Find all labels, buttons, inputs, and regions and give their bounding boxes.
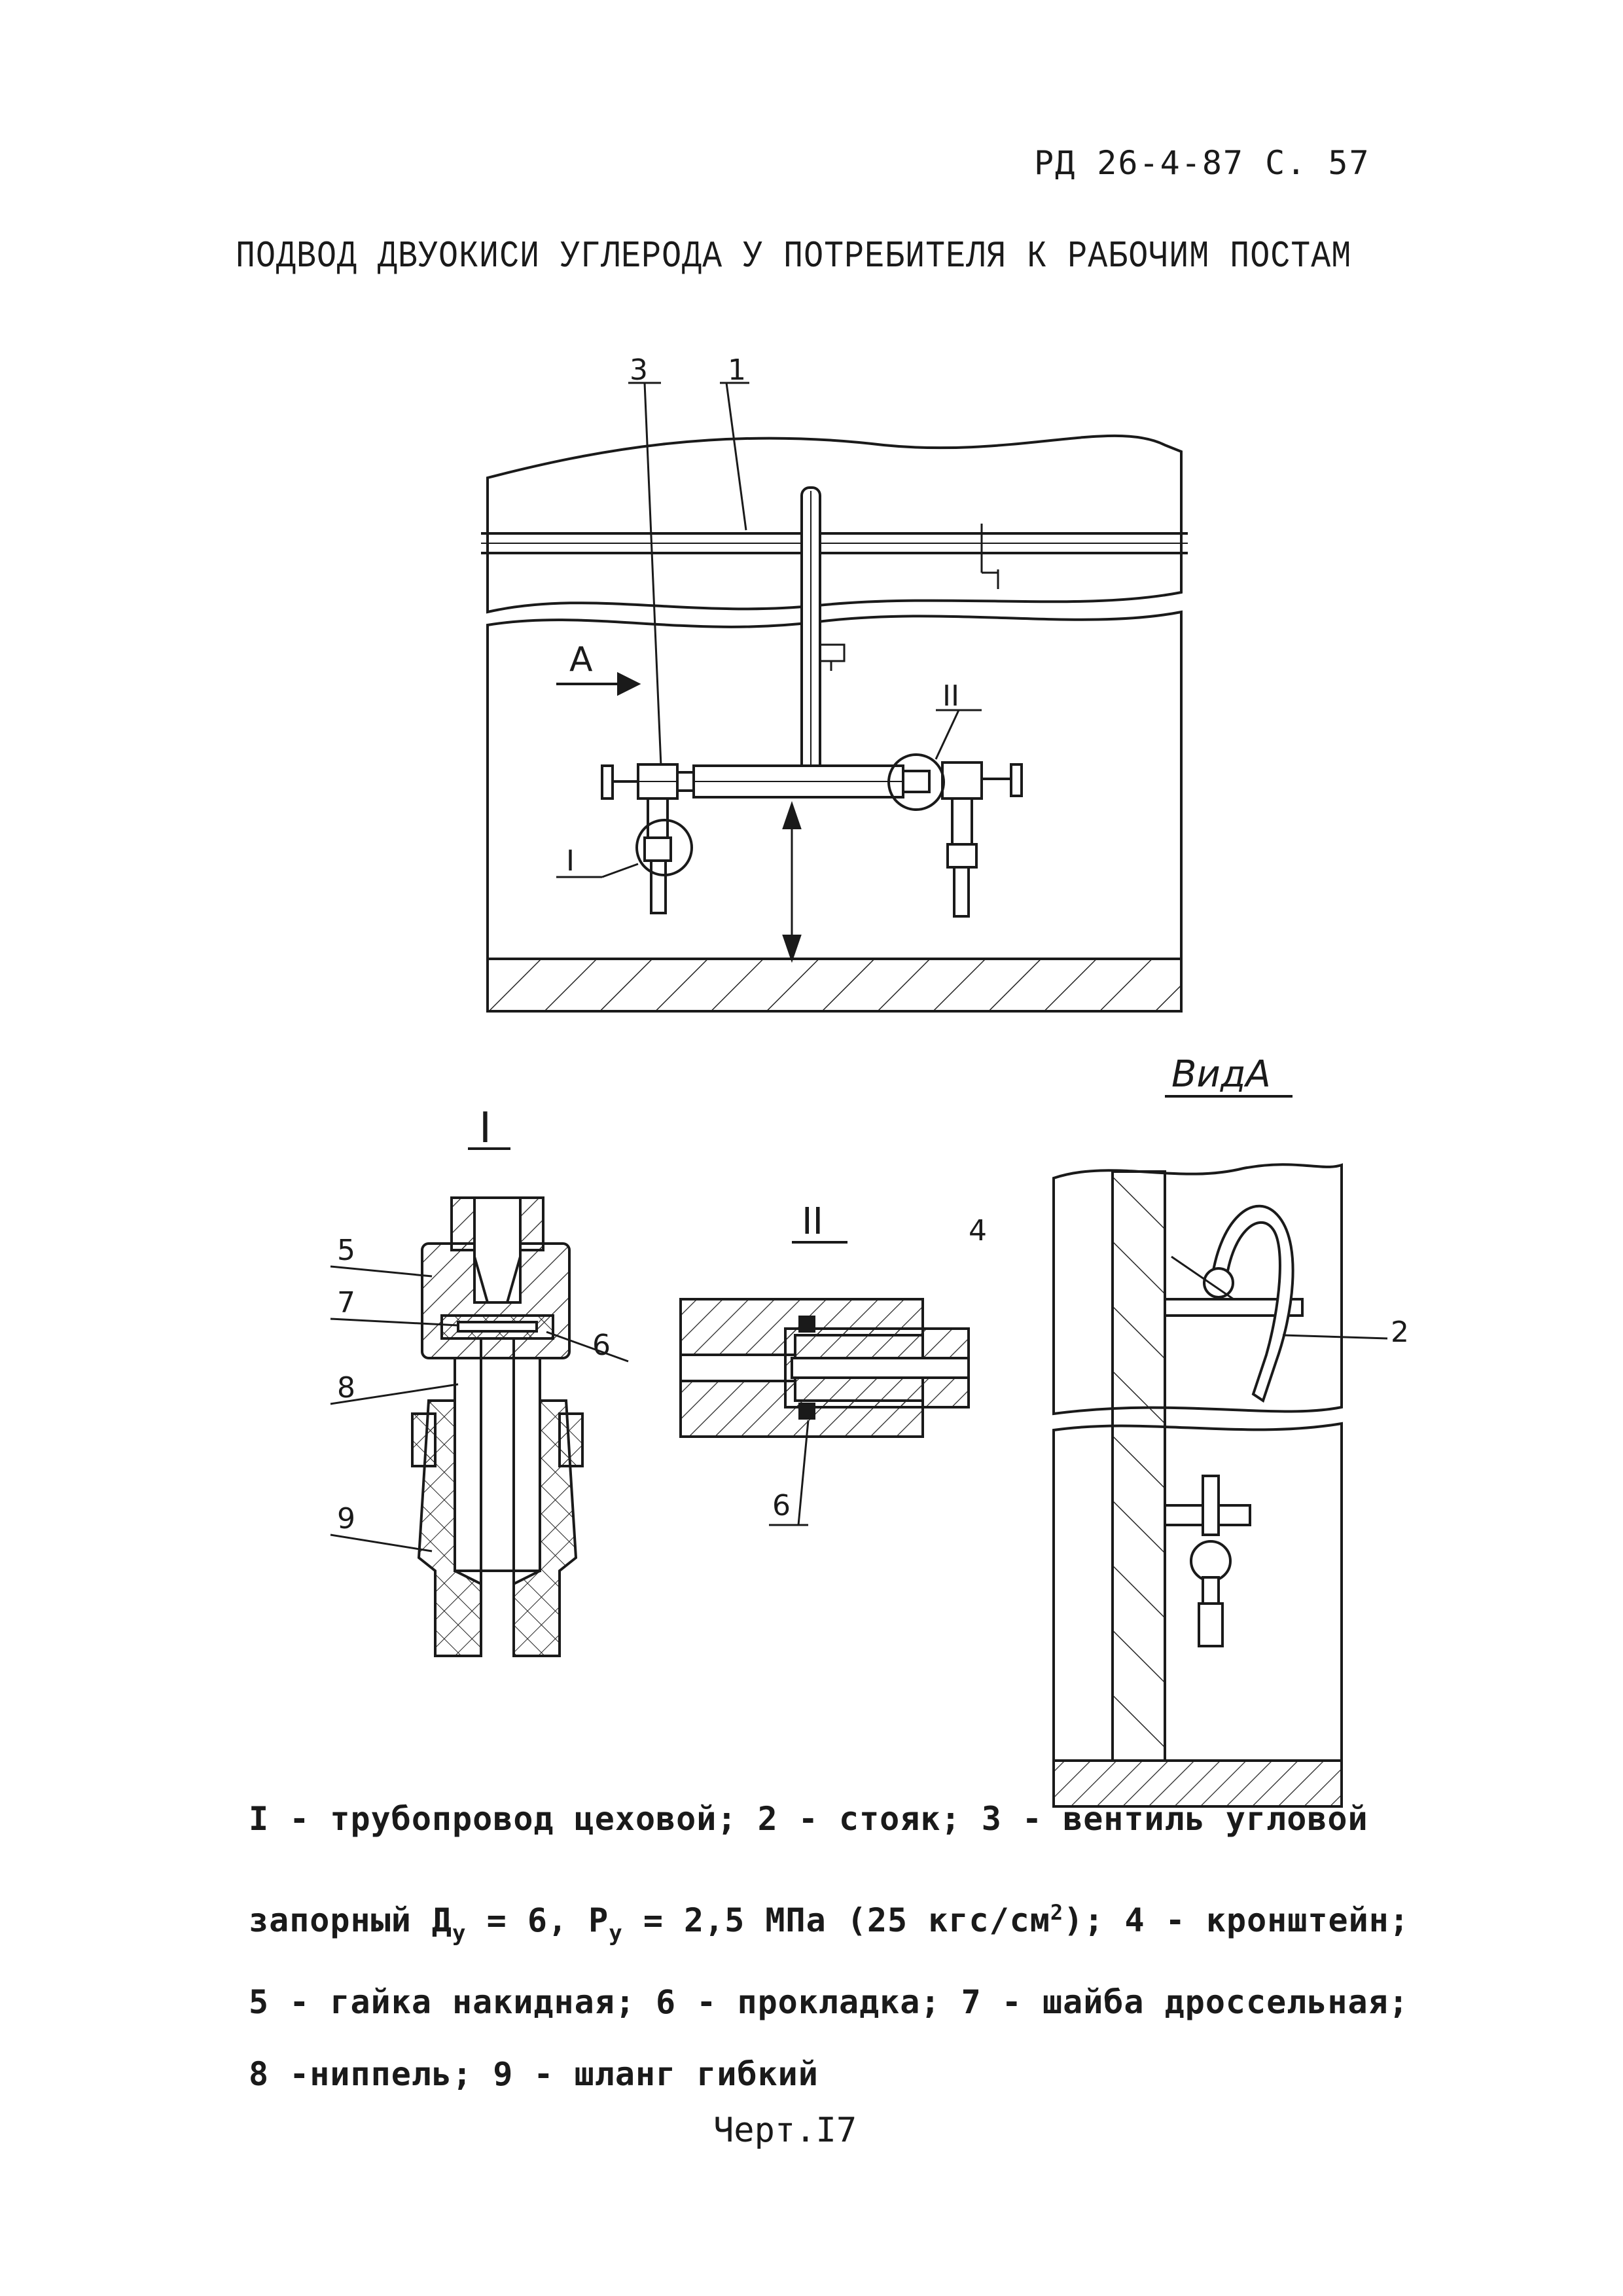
upper-wall-panel	[488, 436, 1181, 612]
main-view	[481, 383, 1188, 1011]
view-a-title: ВидА	[1171, 1053, 1271, 1096]
detail-2-label-6: 6	[772, 1489, 791, 1522]
view-a-label-2: 2	[1391, 1316, 1409, 1349]
page-title: ПОДВОД ДВУОКИСИ УГЛЕРОДА У ПОТРЕБИТЕЛЯ К РАБОЧИМ ПОСТАМ	[236, 236, 1352, 279]
document-reference: РД 26-4-87 С. 57	[1034, 144, 1370, 182]
gasket-bottom	[800, 1404, 814, 1418]
view-arrow-label: А	[569, 640, 593, 679]
floor-hatch	[488, 959, 1181, 1011]
callout-label-roman-2: II	[942, 679, 959, 713]
legend-line-3: 5 - гайка накидная; 6 - прокладка; 7 - шайба дроссельная;	[249, 1983, 1409, 2021]
callout-label-roman-1: I	[566, 844, 575, 878]
gasket-top	[800, 1317, 814, 1331]
view-a-label-4: 4	[969, 1214, 987, 1247]
leader-label-1: 1	[728, 353, 746, 387]
detail-1-drawing	[330, 1198, 628, 1656]
leader-label-3: 3	[630, 353, 648, 387]
detail-1-label-7: 7	[337, 1286, 355, 1319]
wall-section	[1113, 1172, 1165, 1761]
nipple	[455, 1358, 540, 1571]
right-angle-valve	[942, 762, 1022, 916]
detail-1-title: I	[479, 1104, 491, 1153]
left-angle-valve	[602, 764, 677, 913]
drawing-caption: Черт.I7	[713, 2111, 857, 2150]
detail-1-label-5: 5	[337, 1234, 355, 1267]
detail-1-label-8: 8	[337, 1371, 355, 1405]
detail-2-title: II	[802, 1200, 824, 1243]
view-a-drawing	[1054, 1164, 1387, 1806]
detail-1-label-9: 9	[337, 1502, 355, 1535]
legend-line-2: запорный $Д_у = 6$, $Р_у = 2,5$ МПа (25 кгс/$см^2$); 4 - кронштейн;	[249, 1900, 1410, 1946]
detail-1-label-6: 6	[592, 1329, 611, 1362]
detail-2-drawing	[681, 1299, 969, 1525]
legend-line-1: I - трубопровод цеховой; 2 - стояк; 3 - вентиль угловой	[249, 1800, 1368, 1838]
legend-line-4: 8 -ниппель; 9 - шланг гибкий	[249, 2055, 819, 2093]
